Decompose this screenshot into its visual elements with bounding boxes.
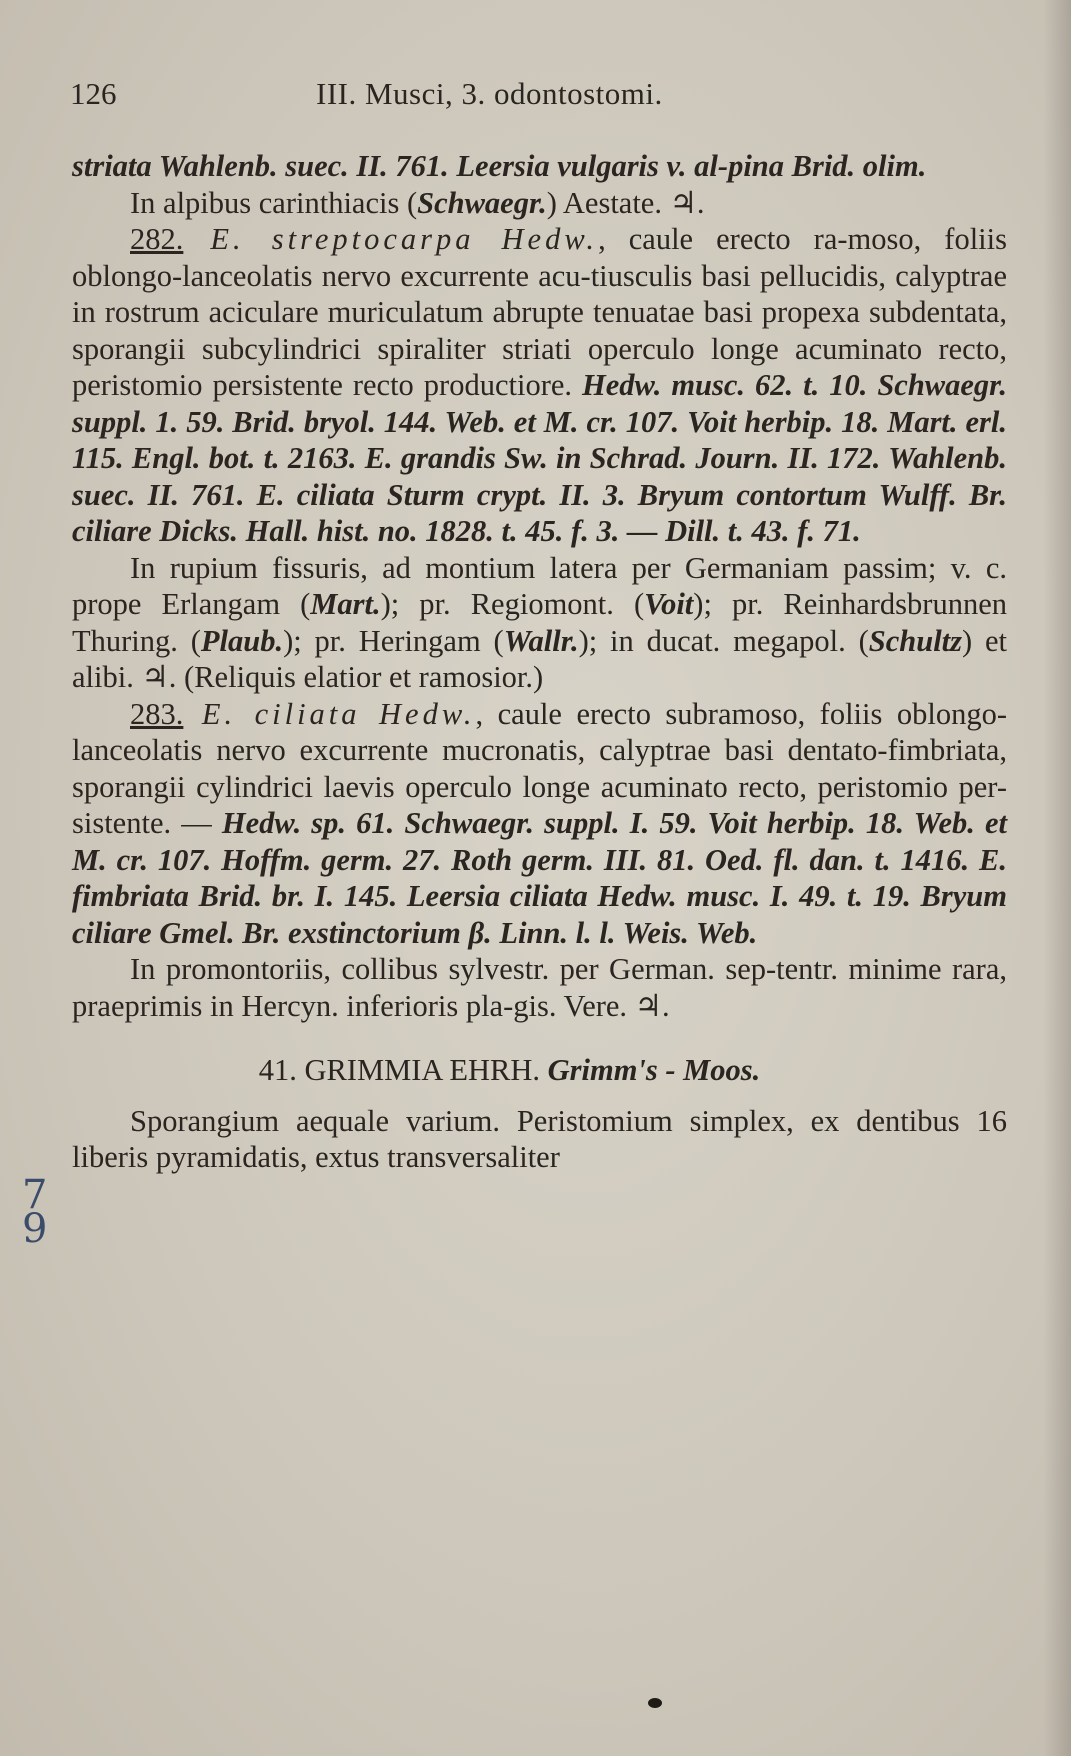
text-run: E. streptocarpa Hedw. [183, 222, 599, 256]
text-run: Voit [644, 587, 694, 621]
text-run: Plaub. [200, 623, 284, 658]
text-run: In promontoriis, collibus sylvestr. per German. sep-tentr. minime rara, praeprimis in Hercyn. inferioris pla-gis. Vere. ♃. [72, 952, 1007, 1023]
text-run: Hedw. musc. 62. t. 10. Schwaegr. suppl. 1. 59. Brid. bryol. 144. Web. et M. cr. 107. Voit herbip. 18. Mart. erl. 115. Engl. bot. t. 2163. E. grandis Sw. in Schrad. Journ. II. 172. Wahlenb. suec. II. 761. E. ciliata Sturm crypt. II. 3. Bryum contortum Wulff. Br. ciliare Dicks. Hall. hist. no. 1828. t. 45. f. 3. — Dill. t. 43. f. 71. [72, 368, 1007, 548]
page-edge-shadow [1043, 0, 1071, 1756]
text-run: , caule erecto ra-moso, foliis oblongo-lanceolatis nervo excurrente acu-tiusculis basi pellucidis, calyptrae in rostrum aciculare muriculatum abrupte tenuatae basi propexa subdentata, sporangii subcylindrici spiraliter striati operculo longe acuminato recto, peristomio persistente recto productiore. [72, 222, 1007, 402]
text-run: Schwaegr. [417, 185, 547, 220]
ink-spot [648, 1698, 662, 1708]
text-run: ); in ducat. megapol. ( [578, 623, 869, 658]
paragraph-habitat [72, 550, 1007, 696]
text-run: Wallr. [503, 623, 579, 658]
page-number: 126 [70, 76, 117, 111]
page-header [68, 72, 1008, 122]
body-text [72, 148, 1007, 1176]
text-run: In rupium fissuris, ad montium latera per Germaniam passim; v. c. prope Erlangam ( [72, 550, 1007, 621]
running-head: III. Musci, 3. odontostomi. [316, 76, 663, 111]
text-run: ) et alibi. ♃. (Reliquis elatior et ramosior.) [72, 623, 1008, 694]
text-run: ) Aestate. ♃. [546, 185, 705, 220]
paragraph-species [72, 696, 1007, 952]
text-run: Grimm's - Moos. [547, 1053, 761, 1087]
text-run: ); pr. Regiomont. ( [380, 587, 645, 621]
text-run: ); pr. Reinhardsbrunnen Thuring. ( [72, 587, 1007, 658]
paragraph-genus [72, 1052, 1007, 1089]
text-run: Sporangium aequale varium. Peristomium simplex, ex dentibus 16 liberis pyramidatis, extus transversaliter [72, 1103, 1007, 1174]
text-run: 282. [130, 222, 184, 256]
paragraph-description [72, 1103, 1007, 1176]
text-run: E. ciliata Hedw. [183, 696, 476, 731]
margin-pencil-mark: 7 9 [22, 1172, 48, 1252]
paragraph-continuation [72, 148, 1007, 185]
text-run: 283. [130, 696, 184, 731]
paragraph-habitat [72, 185, 1007, 222]
paragraph-species [72, 221, 1007, 550]
text-run: , caule erecto subramoso, foliis oblongo-lanceolatis nervo excurrente mucronatis, calyptrae basi dentato-fimbriata, sporangii cylindrici laevis operculo longe acuminato recto, peristomio per-sistente. — [72, 696, 1007, 840]
text-run: Mart. [310, 587, 381, 621]
text-run: In alpibus carinthiacis ( [130, 185, 418, 220]
text-run: 41. GRIMMIA EHRH. [258, 1053, 548, 1087]
text-run: Hedw. sp. 61. Schwaegr. suppl. I. 59. Voit herbip. 18. Web. et M. cr. 107. Hoffm. germ. 27. Roth germ. III. 81. Oed. fl. dan. t. 1416. E. fimbriata Brid. br. I. 145. Leersia ciliata Hedw. musc. I. 49. t. 19. Bryum ciliare Gmel. Br. exstinctorium β. Linn. l. l. Weis. Web. [72, 806, 1007, 950]
text-run: ); pr. Heringam ( [283, 623, 504, 658]
text-run: Schultz [868, 623, 963, 658]
text-run: striata Wahlenb. suec. II. 761. Leersia vulgaris v. al-pina Brid. olim. [72, 149, 927, 183]
paragraph-habitat [72, 951, 1007, 1024]
